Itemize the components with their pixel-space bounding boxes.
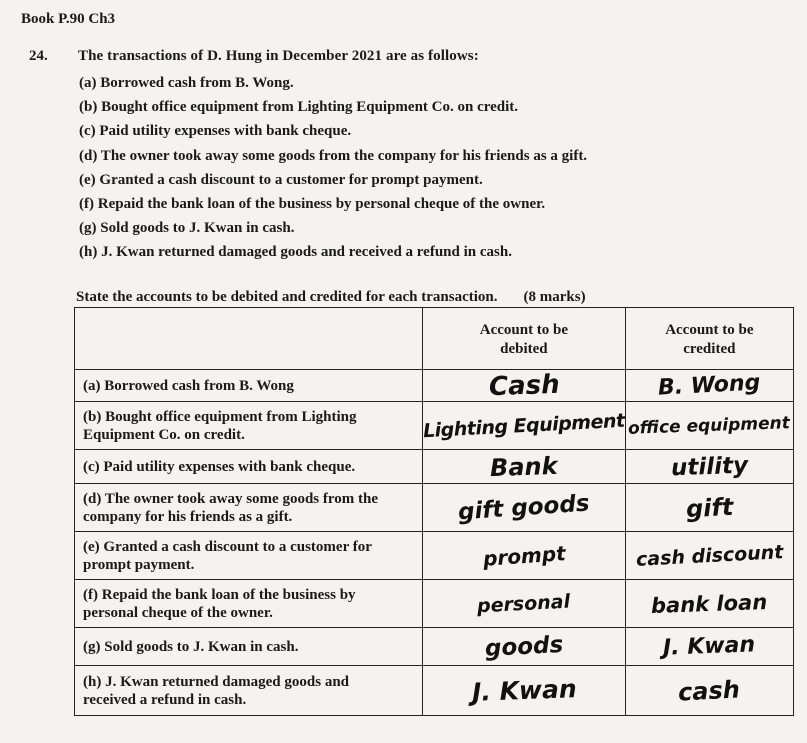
answer-table [74,307,794,716]
row-description [75,402,423,450]
question-intro: The transactions of D. Hung in December 2021 are as follows: [78,48,479,64]
debit-answer[interactable] [423,666,626,716]
desc-line: personal cheque of the owner. [83,604,273,621]
debit-answer[interactable] [423,628,626,666]
handwritten-answer: Cash [488,369,560,402]
instruction-text: State the accounts to be debited and credited for each transaction. [76,289,498,305]
handwritten-answer: office equipment [628,412,791,439]
instruction [76,289,586,306]
handwritten-answer: gift [684,492,734,523]
handwritten-answer: gift goods [457,489,591,526]
debit-answer[interactable] [423,532,626,580]
transaction-item: (f) Repaid the bank loan of the business by personal cheque of the owner. [79,195,546,212]
desc-line: prompt payment. [83,556,195,573]
desc-line: (b) Bought office equipment from Lighting [83,408,357,425]
desc-line: (h) J. Kwan returned damaged goods and [83,673,350,690]
transaction-item: (a) Borrowed cash from B. Wong. [79,75,294,91]
debit-answer[interactable] [423,370,626,402]
marks-label: (8 marks) [523,289,586,305]
handwritten-answer: J. Kwan [471,674,577,707]
header-debited [423,308,626,370]
transaction-list [79,73,587,267]
handwritten-answer: cash discount [635,540,784,571]
handwritten-answer: B. Wong [657,370,762,401]
handwritten-answer: prompt [481,540,566,571]
table-row [75,532,794,580]
credit-answer[interactable] [625,628,793,666]
handwritten-answer: Lighting Equipment [422,409,626,442]
credit-answer[interactable] [625,666,793,716]
credit-answer[interactable] [625,484,793,532]
handwritten-answer: J. Kwan [662,632,756,661]
row-description [75,532,423,580]
desc-line: Equipment Co. on credit. [83,426,245,443]
desc-line: (c) Paid utility expenses with bank cheque. [83,458,356,475]
header-credited-line2: credited [683,340,736,357]
handwritten-answer: cash [677,674,741,707]
table-row [75,370,794,402]
table-row [75,666,794,716]
desc-line: received a refund in cash. [83,691,247,708]
credit-answer[interactable] [625,532,793,580]
question-number: 24. [29,48,48,64]
debit-answer[interactable] [423,580,626,628]
header-credited-line1: Account to be [665,321,754,338]
handwritten-answer: personal [476,590,571,617]
desc-line: (f) Repaid the bank loan of the business by [83,586,356,603]
header-credited [625,308,793,370]
credit-answer[interactable] [625,402,793,450]
table-row [75,628,794,666]
header-debited-line2: debited [500,340,548,357]
transaction-item: (d) The owner took away some goods from the company for his friends as a gift. [79,147,588,164]
desc-line: (g) Sold goods to J. Kwan in cash. [83,638,299,655]
table-row [75,484,794,532]
desc-line: (e) Granted a cash discount to a customer for [83,538,372,555]
header-debited-line1: Account to be [479,321,569,338]
row-description [75,666,423,716]
debit-answer[interactable] [423,402,626,450]
row-description [75,484,423,532]
debit-answer[interactable] [423,450,626,484]
credit-answer[interactable] [625,450,793,484]
row-description [75,580,423,628]
handwritten-answer: goods [484,631,564,662]
table-row [75,402,794,450]
desc-line: company for his friends as a gift. [83,508,293,525]
transaction-item: (b) Bought office equipment from Lighting Equipment Co. on credit. [79,99,519,116]
transaction-item: (e) Granted a cash discount to a customer for prompt payment. [79,171,483,188]
transaction-item: (c) Paid utility expenses with bank cheque. [79,123,352,140]
row-description [75,370,423,402]
transaction-item: (g) Sold goods to J. Kwan in cash. [79,220,295,237]
table-row [75,450,794,484]
handwritten-answer: utility [670,452,749,481]
debit-answer[interactable] [423,484,626,532]
row-description [75,450,423,484]
book-reference: Book P.90 Ch3 [21,11,116,27]
desc-line: (d) The owner took away some goods from the [83,490,378,507]
handwritten-answer: Bank [489,451,559,482]
table-row [75,580,794,628]
credit-answer[interactable] [625,370,793,402]
credit-answer[interactable] [625,580,793,628]
transaction-item: (h) J. Kwan returned damaged goods and received a refund in cash. [79,244,512,261]
desc-line: (a) Borrowed cash from B. Wong [83,377,294,394]
handwritten-answer: bank loan [650,589,768,618]
table-header-row [75,308,794,370]
row-description [75,628,423,666]
header-blank-cell [75,308,423,370]
